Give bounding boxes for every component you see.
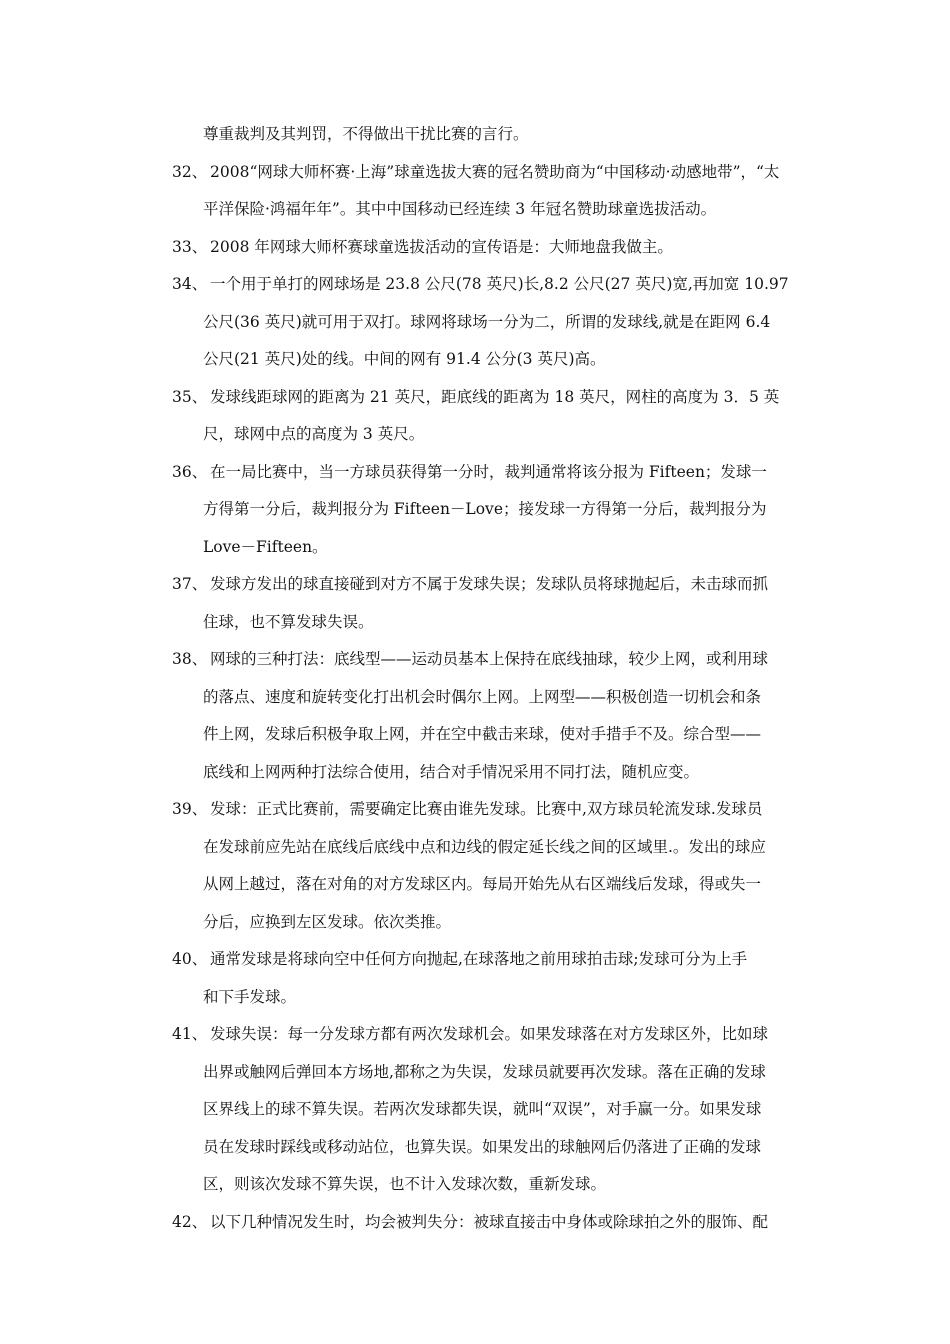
item-text-first-line: 网球的三种打法：底线型——运动员基本上保持在底线抽球，较少上网，或利用球 <box>210 650 769 668</box>
item-text-first-line: 一个用于单打的网球场是 23.8 公尺(78 英尺)长,8.2 公尺(27 英尺)宽,再加宽 10.97 <box>210 275 789 293</box>
item-text-line: 底线和上网两种打法综合使用，结合对手情况采用不同打法，随机应变。 <box>203 762 700 781</box>
item-text-line: 公尺(21 英尺)处的线。中间的网有 91.4 公分(3 英尺)高。 <box>203 350 606 368</box>
item-text-line: 从网上越过，落在对角的对方发球区内。每局开始先从右区端线后发球，得或失一 <box>203 875 762 893</box>
item-number: 41、 <box>172 1025 208 1043</box>
item-number: 32、 <box>172 162 208 181</box>
item-text-first-line: 发球方发出的球直接碰到对方不属于发球失误；发球队员将球抛起后，未击球而抓 <box>210 575 769 593</box>
paragraph-fragment: 尊重裁判及其判罚，不得做出干扰比赛的言行。 <box>203 125 529 143</box>
item-text-line: Love－Fifteen。 <box>203 537 328 556</box>
item-text-line: 公尺(36 英尺)就可用于双打。球网将球场一分为二，所谓的发球线,就是在距网 6.4 <box>203 312 771 331</box>
item-number: 36、 <box>172 462 208 481</box>
item-text-line: 分后，应换到左区发球。依次类推。 <box>203 912 452 931</box>
item-text-line: 平洋保险·鸿福年年”。其中中国移动已经连续 3 年冠名赞助球童选拔活动。 <box>203 200 717 218</box>
item-text-first-line: 发球：正式比赛前，需要确定比赛由谁先发球。比赛中,双方球员轮流发球.发球员 <box>210 800 763 818</box>
item-number: 35、 <box>172 387 208 406</box>
item-number: 40、 <box>172 950 208 968</box>
item-number: 42、 <box>172 1212 208 1231</box>
item-text-first-line: 通常发球是将球向空中任何方向抛起,在球落地之前用球拍击球;发球可分为上手 <box>210 950 748 968</box>
item-text-line: 件上网，发球后积极争取上网，并在空中截击来球，使对手措手不及。综合型—— <box>203 725 762 743</box>
item-text-line: 在发球前应先站在底线后底线中点和边线的假定延长线之间的区域里.。发出的球应 <box>203 837 766 856</box>
item-text-first-line: 以下几种情况发生时，均会被判失分：被球直接击中身体或除球拍之外的服饰、配 <box>210 1212 769 1231</box>
item-text-first-line: 在一局比赛中，当一方球员获得第一分时，裁判通常将该分报为 Fifteen；发球一 <box>210 462 767 481</box>
item-number: 38、 <box>172 650 208 668</box>
item-text-first-line: 发球线距球网的距离为 21 英尺，距底线的距离为 18 英尺，网柱的高度为 3．5 英 <box>210 387 780 406</box>
item-number: 34、 <box>172 275 208 293</box>
item-number: 33、 <box>172 237 208 256</box>
item-text-line: 出界或触网后弹回本方场地,都称之为失误，发球员就要再次发球。落在正确的发球 <box>203 1062 766 1081</box>
item-text-line: 住球，也不算发球失误。 <box>203 612 374 631</box>
item-text-line: 和下手发球。 <box>203 987 297 1006</box>
item-number: 39、 <box>172 800 208 818</box>
item-text-line: 区，则该次发球不算失误，也不计入发球次数，重新发球。 <box>203 1175 607 1193</box>
item-text-line: 员在发球时踩线或移动站位，也算失误。如果发出的球触网后仍落进了正确的发球 <box>203 1137 762 1156</box>
item-text-line: 的落点、速度和旋转变化打出机会时偶尔上网。上网型——积极创造一切机会和条 <box>203 687 762 706</box>
item-text-line: 尺，球网中点的高度为 3 英尺。 <box>203 425 425 443</box>
item-text-first-line: 2008 年网球大师杯赛球童选拔活动的宣传语是：大师地盘我做主。 <box>210 237 673 256</box>
item-text-first-line: 2008“网球大师杯赛·上海”球童选拔大赛的冠名赞助商为“中国移动·动感地带”，“太 <box>210 162 780 181</box>
item-text-first-line: 发球失误：每一分发球方都有两次发球机会。如果发球落在对方发球区外，比如球 <box>210 1025 769 1043</box>
item-number: 37、 <box>172 575 208 593</box>
item-text-line: 区界线上的球不算失误。若两次发球都失误，就叫“双误”，对手赢一分。如果发球 <box>203 1100 762 1118</box>
item-text-line: 方得第一分后，裁判报分为 Fifteen－Love；接发球一方得第一分后，裁判报分为 <box>203 500 767 518</box>
